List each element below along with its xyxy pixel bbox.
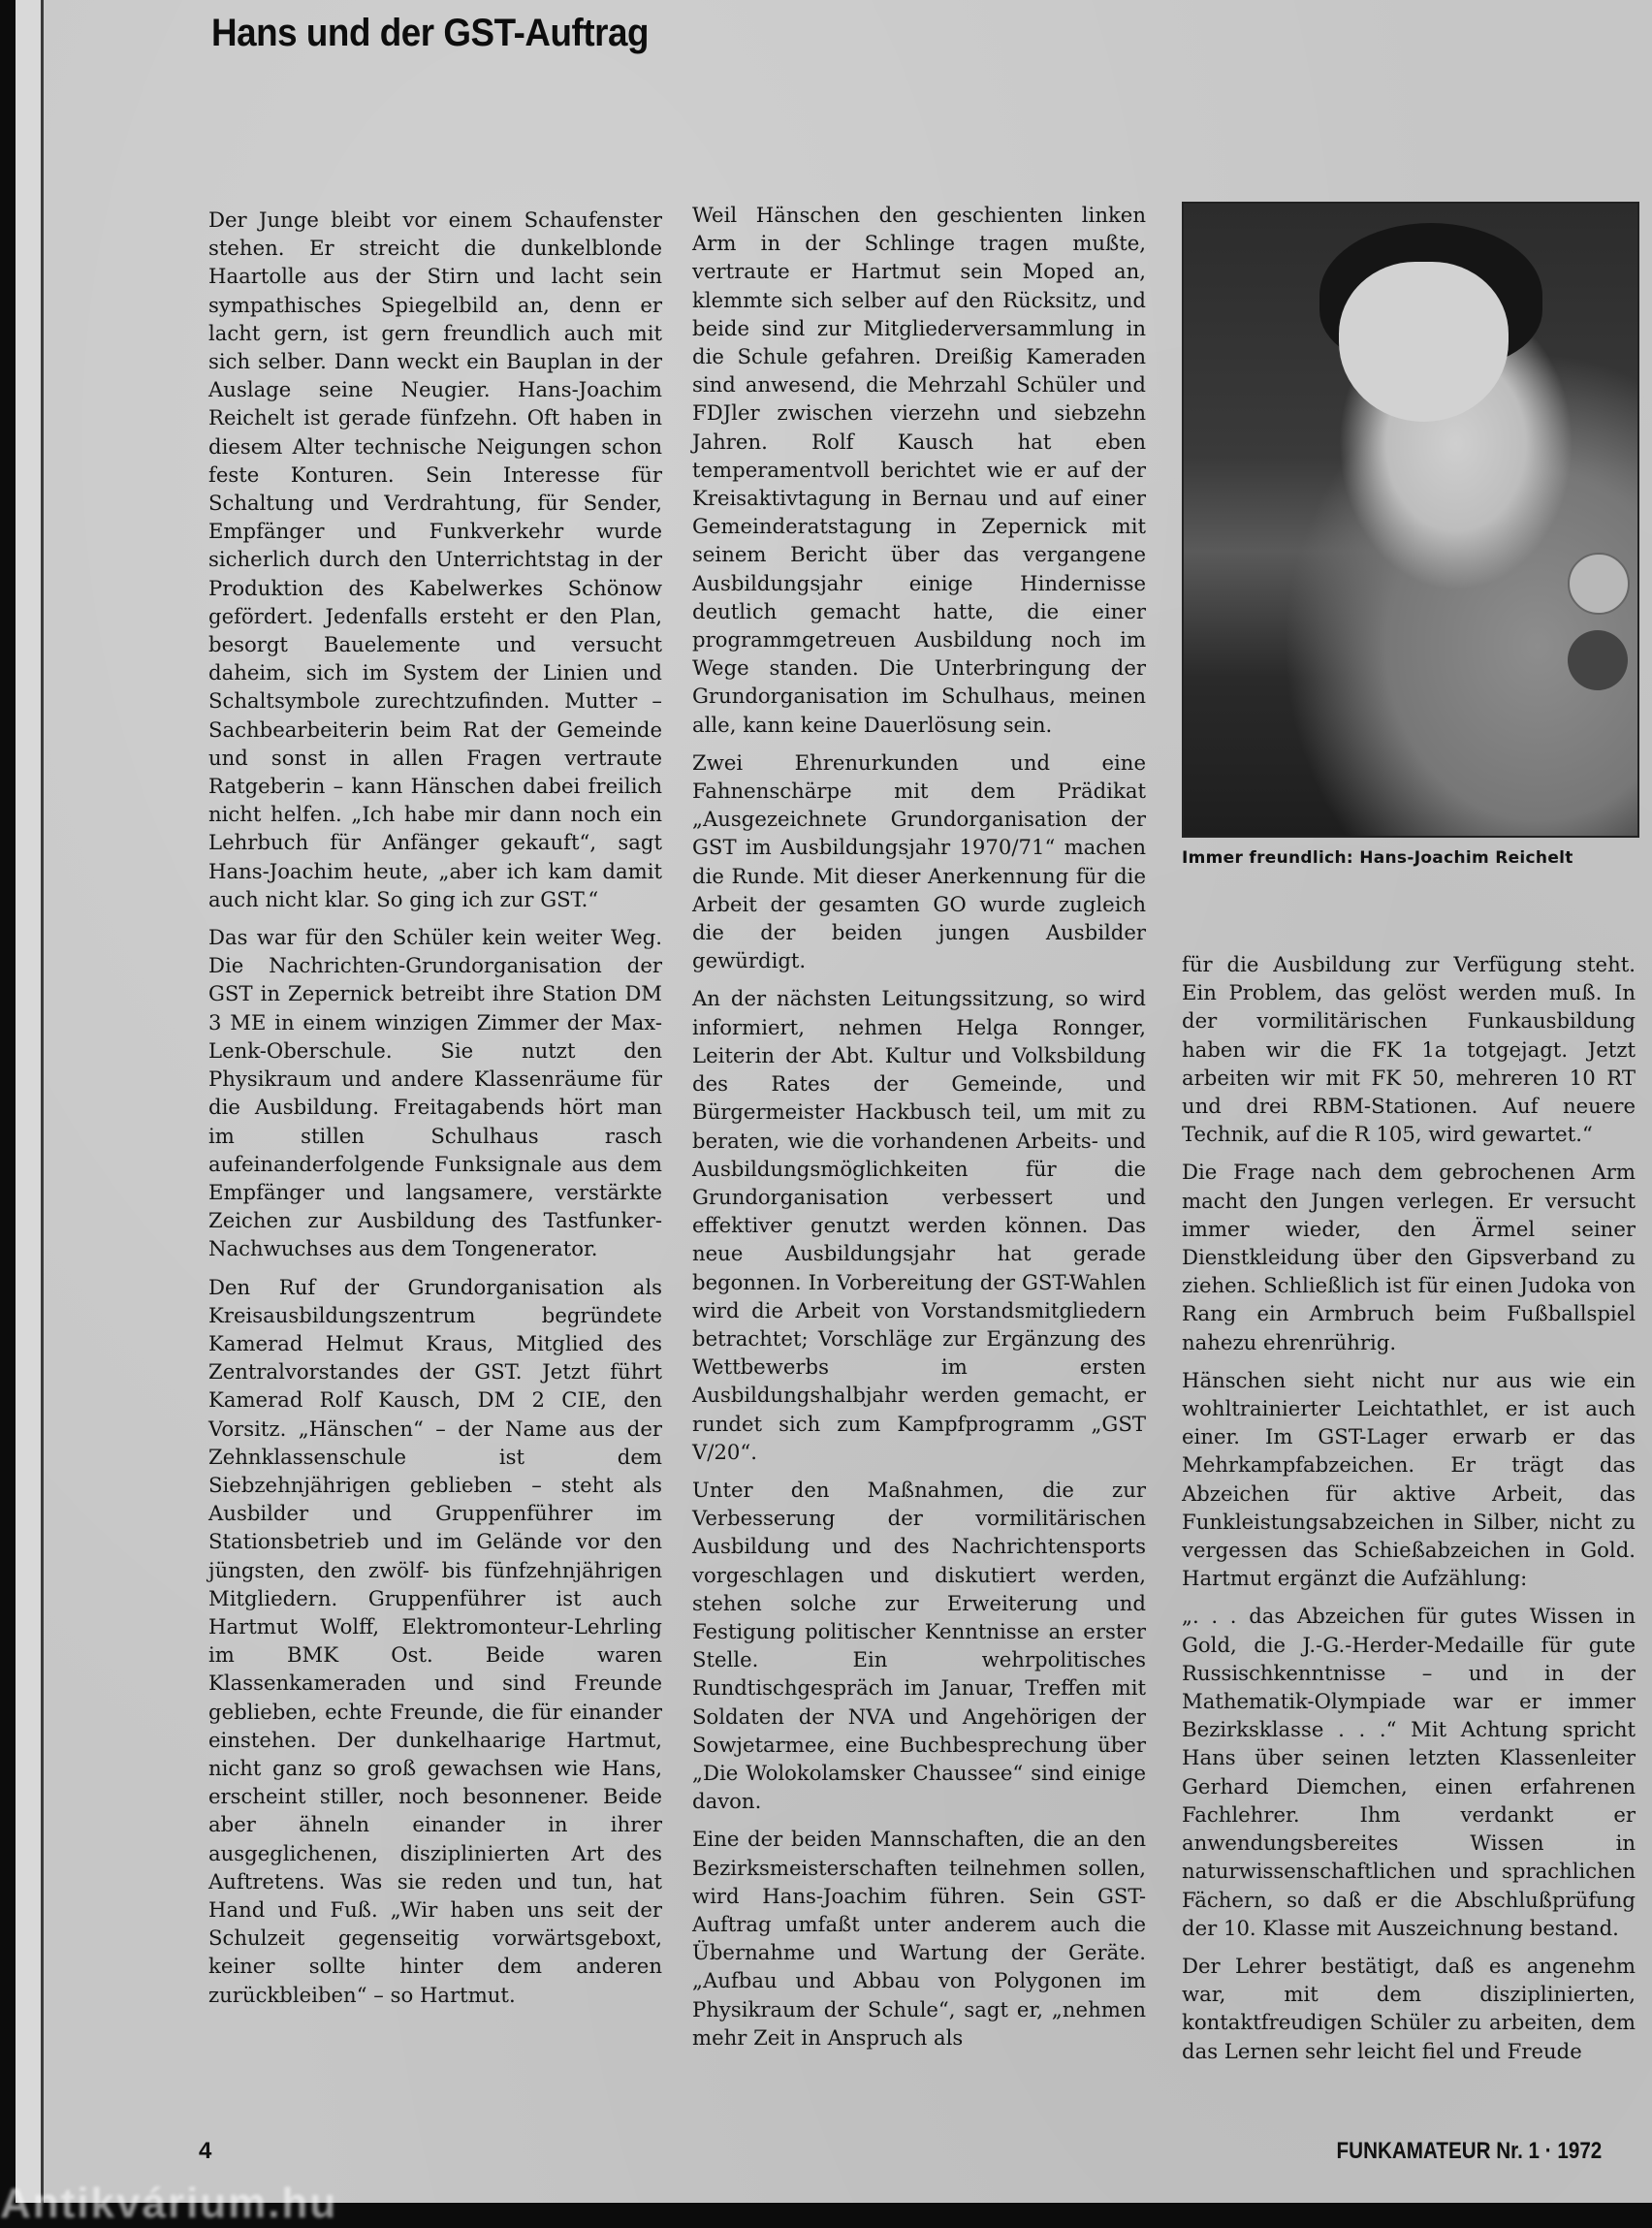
publication-footer: FUNKAMATEUR Nr. 1 · 1972 <box>1336 2138 1602 2164</box>
article-headline: Hans und der GST-Auftrag <box>211 12 650 54</box>
photo-badge-emblem <box>1568 553 1630 615</box>
paragraph: Eine der beiden Mannschaften, die an den Bezirksmeisterschaften teilnehmen sollen, wird Hans-Joachim führen. Sein GST-Auftrag umfaßt unter anderem auch die Übernahme und Wartung der Geräte. „Aufbau und Abbau von Polygonen im Physikraum der Schule“, sagt er, „nehmen mehr Zeit in Anspruch als <box>692 1827 1146 2050</box>
magazine-page <box>41 0 1652 2203</box>
paragraph: für die Ausbildung zur Verfügung steht. Ein Problem, das gelöst werden muß. In der vormilitärischen Funkausbildung haben wir die FK 1a totgejagt. Jetzt arbeiten wir mit FK 50, mehreren 10 RT und drei RBM-Stationen. Auf neuere Technik, auf die R 105, wird gewartet.“ <box>1182 952 1636 1147</box>
paragraph: Der Lehrer bestätigt, daß es angenehm war, mit dem disziplinierten, kontaktfreudigen Schüler zu arbeiten, dem das Lernen sehr leicht fiel und Freude <box>1182 1953 1636 2063</box>
watermark: Antikvárium.hu <box>0 2180 338 2227</box>
paragraph: An der nächsten Leitungssitzung, so wird informiert, nehmen Helga Ronnger, Leiterin der Abt. Kultur und Volksbildung des Rates der Gemeinde, und Bürgermeister Hackbusch teil, um mit zu beraten, wie die vorhandenen Arbeits- und Ausbildungsmöglichkeiten für die Grundorganisation verbessert und effektiver genutzt werden können. Das neue Ausbildungsjahr hat gerade begonnen. In Vorbereitung der GST-Wahlen wird die Arbeit von Vorstandsmitgliedern betrachtet; Vorschläge zur Ergänzung des Wettbewerbs im ersten Ausbildungshalbjahr werden gemacht, er rundet sich zum Kampfprogramm „GST V/20“. <box>692 986 1146 1464</box>
paragraph: Unter den Maßnahmen, die zur Verbesserung der vormilitärischen Ausbildung und des Nachrichtensports vorgeschlagen und diskutiert werden, stehen solche zur Erweiterung und Festigung politischer Kenntnisse an erster Stelle. Ein wehrpolitisches Rundtischgespräch im Januar, Treffen mit Soldaten der NVA und Angehörigen der Sowjetarmee, eine Buchbesprechung über „Die Wolokolamsker Chaussee“ sind einige davon. <box>692 1477 1146 1814</box>
photo-face-shape <box>1339 262 1509 422</box>
paragraph: Weil Hänschen den geschienten linken Arm in der Schlinge tragen mußte, vertraute er Hartmut sein Moped an, klemmte sich selber auf den Rücksitz, und beide sind zur Mitgliederversammlung in die Schule gefahren. Dreißig Kameraden sind anwesend, die Mehrzahl Schüler und FDJler zwischen vierzehn und siebzehn Jahren. Rolf Kausch hat eben temperamentvoll berichtet wie er auf der Kreisaktivtagung in Bernau und auf einer Gemeinderatstagung in Zepernick mit seinem Bericht über das vergangene Ausbildungsjahr einige Hindernisse deutlich gemacht hatte, die einer programmgetreuen Ausbildung noch im Wege standen. Die Unterbringung der Grundorganisation im Schulhaus, meinen alle, kann keine Dauerlösung sein. <box>692 203 1146 737</box>
paragraph: Hänschen sieht nicht nur aus wie ein wohltrainierter Leichtathlet, er ist auch einer. Im GST-Lager erwarb er das Mehrkampfabzeichen. Er trägt das Abzeichen für aktive Arbeit, das Funkleistungsabzeichen in Silber, nicht zu vergessen das Schießabzeichen in Gold. Hartmut ergänzt die Aufzählung: <box>1182 1367 1636 1591</box>
paragraph: Zwei Ehrenurkunden und eine Fahnenschärpe mit dem Prädikat „Ausgezeichnete Grundorganisation der GST im Ausbildungsjahr 1970/71“ machen die Runde. Mit dieser Anerkennung für die Arbeit der gesamten GO wurde zugleich die der beiden jungen Ausbilder gewürdigt. <box>692 749 1146 973</box>
photo-caption: Immer freundlich: Hans-Joachim Reichelt <box>1182 848 1573 868</box>
text-column-1 <box>208 206 662 2019</box>
paragraph: „. . . das Abzeichen für gutes Wissen in Gold, die J.-G.-Herder-Medaille für gute Russischkenntnisse – und in der Mathematik-Olympiade war er immer Bezirksklasse . . .“ Mit Achtung spricht Hans über seinen letzten Klassenleiter Gerhard Diemchen, einen erfahrenen Fachlehrer. Ihm verdankt er anwendungsbereites Wissen in naturwissenschaftlichen und sprachlichen Fächern, so daß er die Abschlußprüfung der 10. Klasse mit Auszeichnung bestand. <box>1182 1604 1636 1940</box>
photo-badge-lightning <box>1568 630 1628 690</box>
text-column-2 <box>692 201 1146 2061</box>
portrait-photo <box>1182 202 1639 838</box>
paragraph: Die Frage nach dem gebrochenen Arm macht den Jungen verlegen. Er versucht immer wieder, den Ärmel seiner Dienstkleidung über den Gipsverband zu ziehen. Schließlich ist für einen Judoka von Rang ein Armbruch beim Fußballspiel nahezu ehrenrührig. <box>1182 1160 1636 1354</box>
page-number: 4 <box>199 2138 212 2164</box>
paragraph: Den Ruf der Grundorganisation als Kreisausbildungszentrum begründete Kamerad Helmut Kraus, Mitglied des Zentralvorstandes der GST. Jetzt führt Kamerad Rolf Kausch, DM 2 CIE, den Vorsitz. „Hänschen“ – der Name aus der Zehnklassenschule ist dem Siebzehnjährigen geblieben – steht als Ausbilder und Gruppenführer im Stationsbetrieb und im Gelände vor den jüngsten, den zwölf- bis fünfzehnjährigen Mitgliedern. Gruppenführer ist auch Hartmut Wolff, Elektromonteur-Lehrling im BMK Ost. Beide waren Klassenkameraden und sind Freunde geblieben, echte Freunde, die für einander einstehen. Der dunkelhaarige Hartmut, nicht ganz so groß gewachsen wie Hans, erscheint stiller, noch besonnener. Beide aber ähneln einander in ihrer ausgeglichenen, disziplinierten Art des Auftretens. Was sie reden und tun, hat Hand und Fuß. „Wir haben uns seit der Schulzeit gegenseitig vorwärtsgeboxt, keiner sollte hinter dem anderen zurückbleiben“ – so Hartmut. <box>208 1274 662 2007</box>
text-column-3 <box>1182 950 1636 2075</box>
binding-edge <box>16 0 41 2203</box>
paragraph: Das war für den Schüler kein weiter Weg. Die Nachrichten-Grundorganisation der GST in Zepernick betreibt ihre Station DM 3 ME in einem winzigen Zimmer der Max-Lenk-Oberschule. Sie nutzt den Physikraum und andere Klassenräume für die Ausbildung. Freitagabends hört man im stillen Schulhaus rasch aufeinanderfolgende Funksignale aus dem Empfänger und langsamere, verstärkte Zeichen zur Ausbildung des Tastfunker-Nachwuchses aus dem Tongenerator. <box>208 925 662 1261</box>
paragraph: Der Junge bleibt vor einem Schaufenster stehen. Er streicht die dunkelblonde Haartolle aus der Stirn und lacht sein sympathisches Spiegelbild an, denn er lacht gern, ist gern freundlich auch mit sich selber. Dann weckt ein Bauplan in der Auslage seine Neugier. Hans-Joachim Reichelt ist gerade fünfzehn. Oft haben in diesem Alter technische Neigungen schon feste Konturen. Sein Interesse für Schaltung und Verdrahtung, für Sender, Empfänger und Funkverkehr wurde sicherlich durch den Unterrichtstag in der Produktion des Kabelwerkes Schönow gefördert. Jedenfalls ersteht er den Plan, besorgt Bauelemente und versucht daheim, sich im System der Linien und Schaltsymbole zurechtzufinden. Mutter – Sachbearbeiterin beim Rat der Gemeinde und sonst in allen Fragen vertraute Ratgeberin – kann Hänschen dabei freilich nicht helfen. „Ich habe mir dann noch ein Lehrbuch für Anfänger gekauft“, sagt Hans-Joachim heute, „aber ich kam damit auch nicht klar. So ging ich zur GST.“ <box>208 207 662 911</box>
